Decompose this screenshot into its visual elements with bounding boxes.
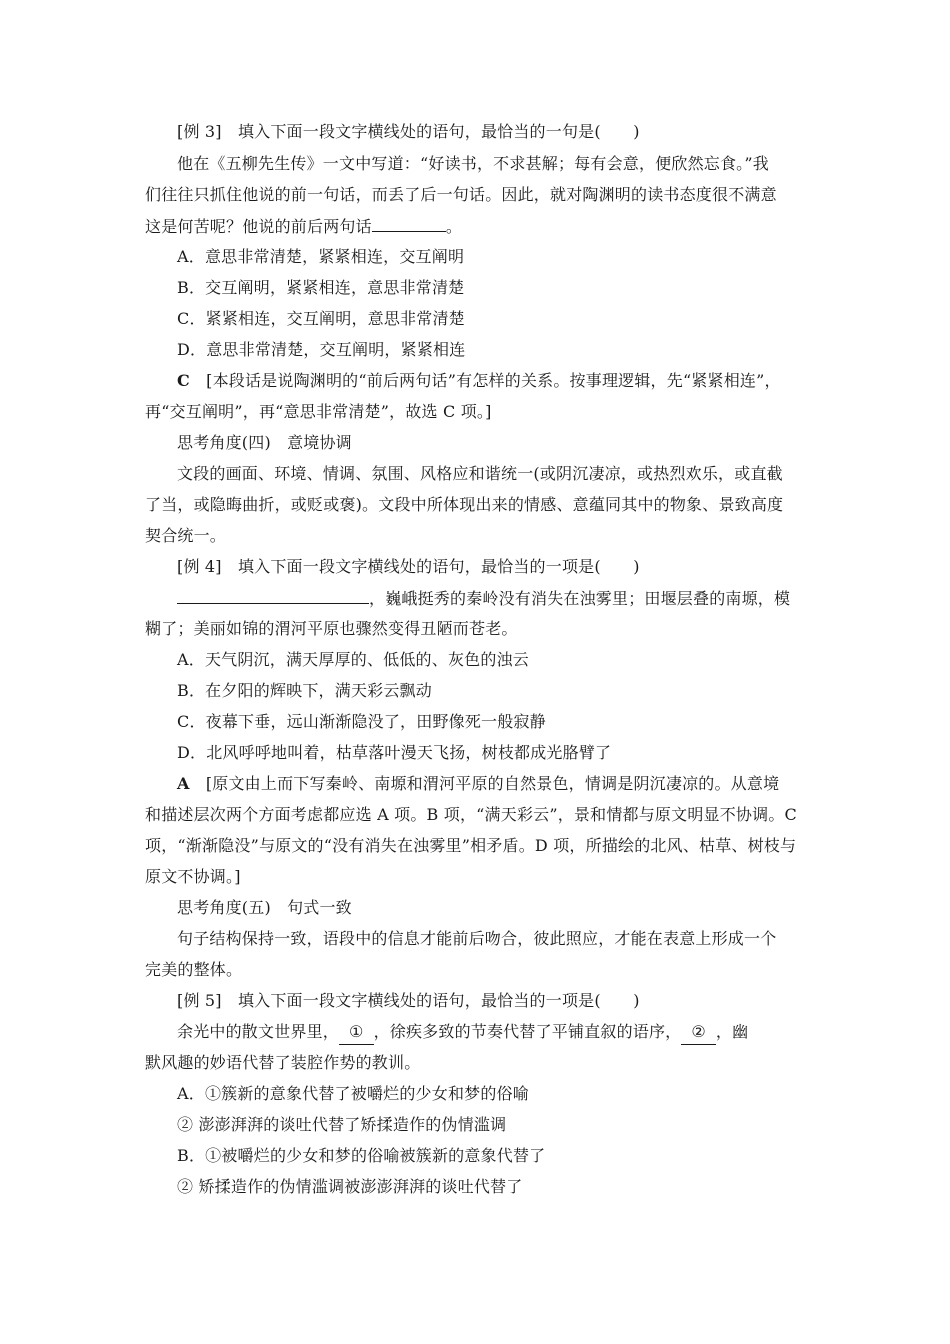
example3-passage-line2: 们往往只抓住他说的前一句话，而丢了后一句话。因此，就对陶渊明的读书态度很不满意 [145, 185, 777, 204]
example3-option-c: C．紧紧相连，交互阐明，意思非常清楚 [177, 309, 465, 328]
example4-explanation-text: [原文由上而下写秦岭、南塬和渭河平原的自然景色，情调是阴沉凄凉的。从意境 [189, 774, 780, 793]
example4-option-d: D．北风呼呼地叫着，枯草落叶漫天飞扬，树枝都成光胳臂了 [177, 743, 612, 762]
fill-blank [177, 586, 369, 604]
example4-explanation-line3: 项，“渐渐隐没”与原文的“没有消失在浊雾里”相矛盾。D 项，所描绘的北风、枯草、树枝与 [145, 836, 797, 855]
example4-option-c: C．夜幕下垂，远山渐渐隐没了，田野像死一般寂静 [177, 712, 546, 731]
fill-blank-2: ② [681, 1020, 716, 1045]
angle4-text-line2: 了当，或隐晦曲折，或贬或褒)。文段中所体现出来的情感、意蕴同其中的物象、景致高度 [145, 495, 784, 514]
example4-explanation-line4: 原文不协调。] [145, 867, 241, 886]
example5-option-b-line1: B．①被嚼烂的少女和梦的俗喻被簇新的意象代替了 [177, 1146, 546, 1165]
example3-question: [例 3] 填入下面一段文字横线处的语句，最恰当的一句是( ) [177, 122, 640, 141]
angle4-text-line3: 契合统一。 [145, 526, 227, 545]
example3-option-a: A．意思非常清楚，紧紧相连，交互阐明 [177, 247, 465, 266]
example3-option-b: B．交互阐明，紧紧相连，意思非常清楚 [177, 278, 465, 297]
example5-question: [例 5] 填入下面一段文字横线处的语句，最恰当的一项是( ) [177, 991, 640, 1010]
example4-question: [例 4] 填入下面一段文字横线处的语句，最恰当的一项是( ) [177, 557, 640, 576]
example4-passage-line2: 糊了；美丽如锦的渭河平原也骤然变得丑陋而苍老。 [145, 619, 518, 638]
example5-option-a-line1: A．①簇新的意象代替了被嚼烂的少女和梦的俗喻 [177, 1084, 529, 1103]
example3-passage-end: 。 [445, 217, 463, 236]
angle4-text-line1: 文段的画面、环境、情调、氛围、风格应和谐统一(或阴沉凄凉，或热烈欢乐，或直截 [177, 464, 783, 483]
example5-passage-text1: 余光中的散文世界里， [177, 1022, 340, 1041]
example3-explanation-line2: 再“交互阐明”，再“意思非常清楚”，故选 C 项。] [145, 402, 492, 421]
example3-option-d: D．意思非常清楚，交互阐明，紧紧相连 [177, 340, 466, 359]
example4-answer: A [177, 774, 190, 793]
angle5-text-line1: 句子结构保持一致，语段中的信息才能前后吻合，彼此照应，才能在表意上形成一个 [177, 929, 777, 948]
example3-explanation-text: [本段话是说陶渊明的“前后两句话”有怎样的关系。按事理逻辑，先“紧紧相连”， [189, 371, 781, 390]
example3-answer: C [177, 371, 190, 390]
example5-passage-text3: ，幽 [715, 1022, 749, 1041]
example5-passage-text2: ，徐疾多致的节奏代替了平铺直叙的语序， [373, 1022, 682, 1041]
example3-passage-line1: 他在《五柳先生传》一文中写道：“好读书，不求甚解；每有会意，便欣然忘食。”我 [177, 154, 769, 173]
example4-option-a: A．天气阴沉，满天厚厚的、低低的、灰色的浊云 [177, 650, 529, 669]
angle5-heading: 思考角度(五) 句式一致 [177, 898, 352, 917]
angle5-text-line2: 完美的整体。 [145, 960, 243, 979]
angle4-heading: 思考角度(四) 意境协调 [177, 433, 352, 452]
example5-option-b-line2: ② 矫揉造作的伪情滥调被澎澎湃湃的谈吐代替了 [177, 1177, 523, 1196]
example4-explanation-line2: 和描述层次两个方面考虑都应选 A 项。B 项，“满天彩云”，景和情都与原文明显不协调。C [145, 805, 797, 824]
example5-passage-line1 [177, 1020, 810, 1045]
example5-passage-line2: 默风趣的妙语代替了装腔作势的教训。 [145, 1053, 421, 1072]
example4-explanation-line1 [177, 772, 810, 796]
example4-passage-line1 [177, 586, 810, 611]
example3-explanation-line1 [177, 369, 810, 393]
example5-option-a-line2: ② 澎澎湃湃的谈吐代替了矫揉造作的伪情滥调 [177, 1115, 507, 1134]
example3-passage-text: 这是何苦呢？他说的前后两句话 [145, 217, 372, 236]
example3-passage-line3 [145, 214, 810, 239]
example4-passage-text: ，巍峨挺秀的秦岭没有消失在浊雾里；田堰层叠的南塬，模 [369, 589, 791, 608]
example4-option-b: B．在夕阳的辉映下，满天彩云飘动 [177, 681, 432, 700]
fill-blank-1: ① [339, 1020, 374, 1045]
fill-blank [372, 214, 446, 232]
